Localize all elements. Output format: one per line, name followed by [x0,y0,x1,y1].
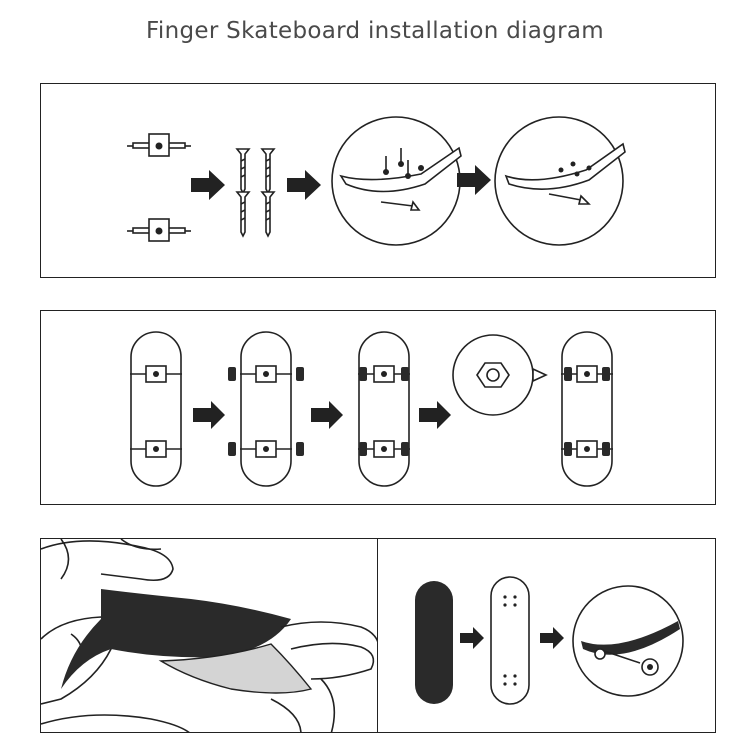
deck-with-trucks-icon [130,332,182,486]
arrow-right-icon [419,401,451,429]
truck-icon [127,219,191,241]
complete-board-icon [561,332,613,486]
step-panel-trucks-and-screws [40,83,716,278]
finished-board-icon [573,586,683,696]
arrow-right-icon [460,627,484,649]
arrow-right-icon [193,401,225,429]
arrow-right-icon [540,627,564,649]
arrow-right-icon [191,170,225,200]
peel-grip-tape-icon [41,539,378,733]
screw-into-deck-icon [332,117,461,245]
step-panel-wheels [40,310,716,505]
nut-detail-icon [453,335,546,415]
grip-tape-icon [415,581,453,704]
deck-top-icon [491,577,529,704]
truck-icon [127,134,191,156]
arrow-right-icon [457,165,491,195]
add-wheels-icon [228,332,304,486]
diagram-title: Finger Skateboard installation diagram [146,18,604,44]
arrow-right-icon [311,401,343,429]
screws-icon [237,149,274,236]
step-panel-peel-grip-tape [40,538,378,733]
arrow-right-icon [287,170,321,200]
wheels-attached-icon [358,332,410,486]
deck-with-holes-icon [495,117,625,245]
step-panel-apply-grip-tape [377,538,716,733]
